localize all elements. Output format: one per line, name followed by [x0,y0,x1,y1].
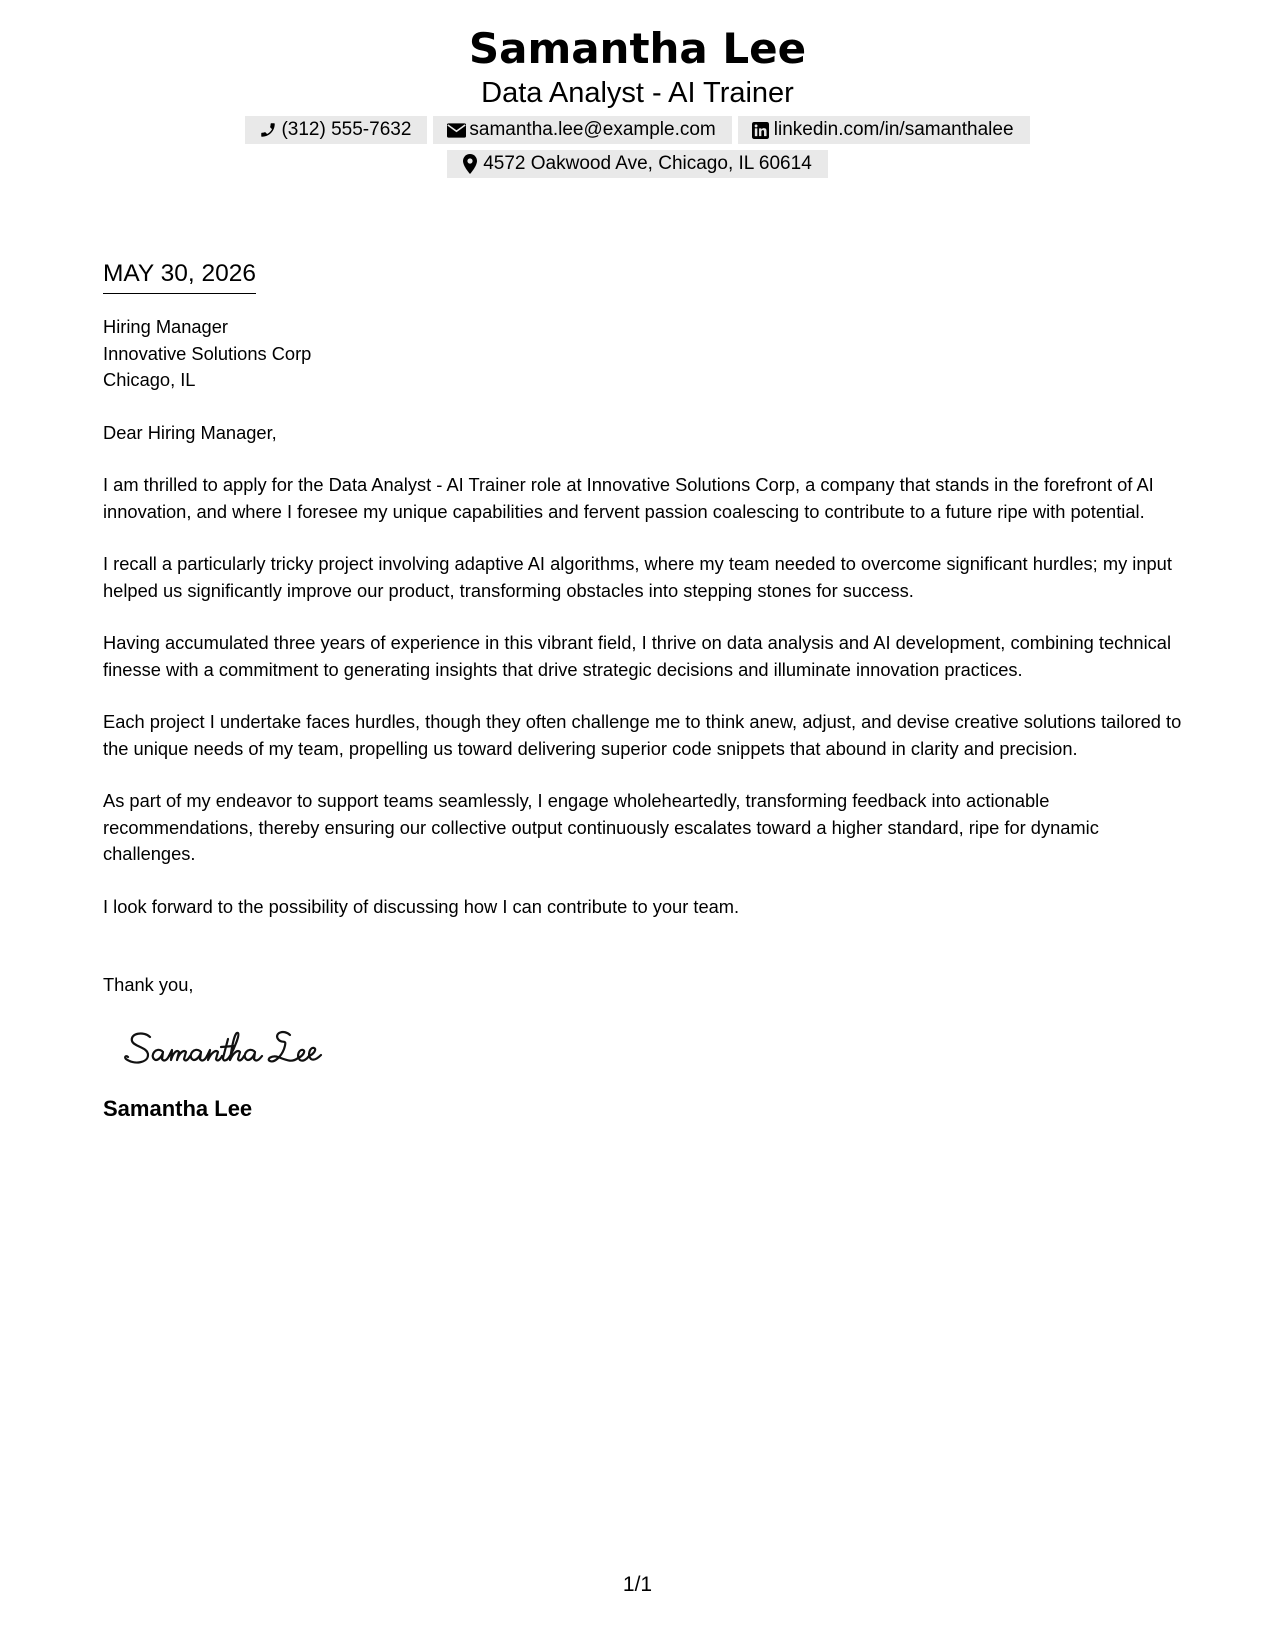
phone-chip [245,116,427,144]
letter-date: MAY 30, 2026 [103,258,256,294]
body-paragraph: Each project I undertake faces hurdles, though they often challenge me to think anew, adjust, and devise creative solutions tailored to the unique needs of my team, propelling us toward delivering superior code snippets that abound in clarity and precision. [103,711,1182,759]
email-text: samantha.lee@example.com [469,119,716,140]
envelope-icon [446,120,466,140]
body-paragraph: I am thrilled to apply for the Data Analyst - AI Trainer role at Innovative Solutions Corp, a company that stands in the forefront of AI innovation, and where I foresee my unique capabilities and fervent passion coalescing to contribute to a future ripe with potential. [103,474,1154,522]
handwritten-signature [122,1025,1183,1073]
applicant-name: Samantha Lee [468,24,807,73]
phone-icon [258,120,278,140]
address-text: 4572 Oakwood Ave, Chicago, IL 60614 [483,153,812,174]
letter-body [103,258,1183,1123]
recipient-title: Hiring Manager [103,316,228,337]
applicant-role: Data Analyst - AI Trainer [481,77,794,109]
body-paragraph: I recall a particularly tricky project involving adaptive AI algorithms, where my team needed to overcome significant hurdles; my input helped us significantly improve our product, transforming obstacles into stepping stones for success. [103,553,1172,601]
recipient-company: Innovative Solutions Corp [103,342,312,364]
body-paragraph: I look forward to the possibility of discussing how I can contribute to your team. [103,895,740,917]
linkedin-text: linkedin.com/in/samanthalee [773,119,1014,140]
address-chip [447,150,828,178]
address-row [0,150,1275,178]
recipient-city: Chicago, IL [103,369,196,390]
linkedin-chip [738,116,1030,144]
letter-header [0,22,1275,178]
salutation: Dear Hiring Manager, [103,421,277,443]
contact-row [0,116,1275,144]
recipient-block [103,314,1183,394]
map-marker-icon [460,154,480,174]
body-paragraph: As part of my endeavor to support teams seamlessly, I engage wholeheartedly, transforming feedback into actionable recommendations, thereby ensuring our collective output continuously escalates toward a higher standard, ripe for dynamic challenges. [103,790,1099,864]
linkedin-icon [751,120,771,140]
email-chip [433,116,731,144]
page-number: 1/1 [622,1573,653,1596]
closing: Thank you, [103,974,194,995]
phone-text: (312) 555-7632 [281,119,412,140]
signer-name: Samantha Lee [103,1095,253,1121]
body-paragraph: Having accumulated three years of experience in this vibrant field, I thrive on data analysis and AI development, combining technical finesse with a commitment to generating insights that drive strategic decisions and illuminate innovation practices. [103,632,1172,680]
